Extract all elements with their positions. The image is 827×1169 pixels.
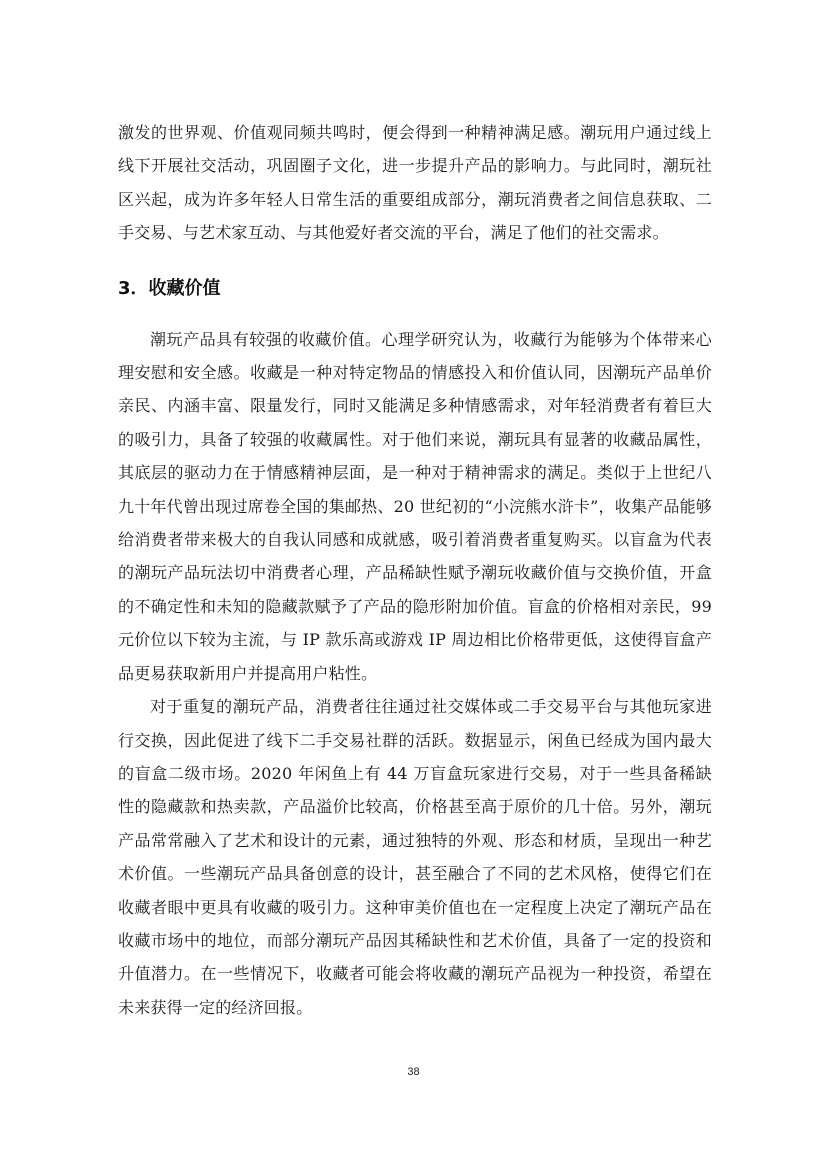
body-paragraph-collection-value: 潮玩产品具有较强的收藏价值。心理学研究认为，收藏行为能够为个体带来心理安慰和安全感。收藏是一种对特定物品的情感投入和价值认同，因潮玩产品单价亲民、内涵丰富、限量发行，同时又能满足多种情感需求，对年轻消费者有着巨大的吸引力，具备了较强的收藏属性。对于他们来说，潮玩具有显著的收藏品属性，其底层的驱动力在于情感精神层面，是一种对于精神需求的满足。类似于上世纪八九十年代曾出现过席卷全国的集邮热、20 世纪初的“小浣熊水浒卡”，收集产品能够给消费者带来极大的自我认同感和成就感，吸引着消费者重复购买。以盲盒为代表的潮玩产品玩法切中消费者心理，产品稀缺性赋予潮玩收藏价值与交换价值，开盒的不确定性和未知的隐藏款赋予了产品的隐形附加价值。盲盒的价格相对亲民，99 元价位以下较为主流，与 IP 款乐高或游戏 IP 周边相比价格带更低，这使得盲盒产品更易获取新用户并提高用户粘性。 — [118, 329, 712, 683]
body-paragraph-secondary-market: 对于重复的潮玩产品，消费者往往通过社交媒体或二手交易平台与其他玩家进行交换，因此促进了线下二手交易社群的活跃。数据显示，闲鱼已经成为国内最大的盲盒二级市场。2020 年闲鱼上有 44 万盲盒玩家进行交易，对于一些具备稀缺性的隐藏款和热卖款，产品溢价比较高，价格甚至高于原价的几十倍。另外，潮玩产品常常融入了艺术和设计的元素，通过独特的外观、形态和材质，呈现出一种艺术价值。一些潮玩产品具备创意的设计，甚至融合了不同的艺术风格，使得它们在收藏者眼中更具有收藏的吸引力。这种审美价值也在一定程度上决定了潮玩产品在收藏市场中的地位，而部分潮玩产品因其稀缺性和艺术价值，具备了一定的投资和升值潜力。在一些情况下，收藏者可能会将收藏的潮玩产品视为一种投资，希望在未来获得一定的经济回报。 — [118, 697, 712, 1017]
page-number: 38 — [407, 1066, 420, 1078]
page-body — [118, 116, 712, 1024]
intro-paragraph: 激发的世界观、价值观同频共鸣时，便会得到一种精神满足感。潮玩用户通过线上线下开展社交活动，巩固圈子文化，进一步提升产品的影响力。与此同时，潮玩社区兴起，成为许多年轻人日常生活的重要组成部分，潮玩消费者之间信息获取、二手交易、与艺术家互动、与其他爱好者交流的平台，满足了他们的社交需求。 — [118, 123, 712, 243]
section-heading: 3．收藏价值 — [118, 277, 221, 299]
